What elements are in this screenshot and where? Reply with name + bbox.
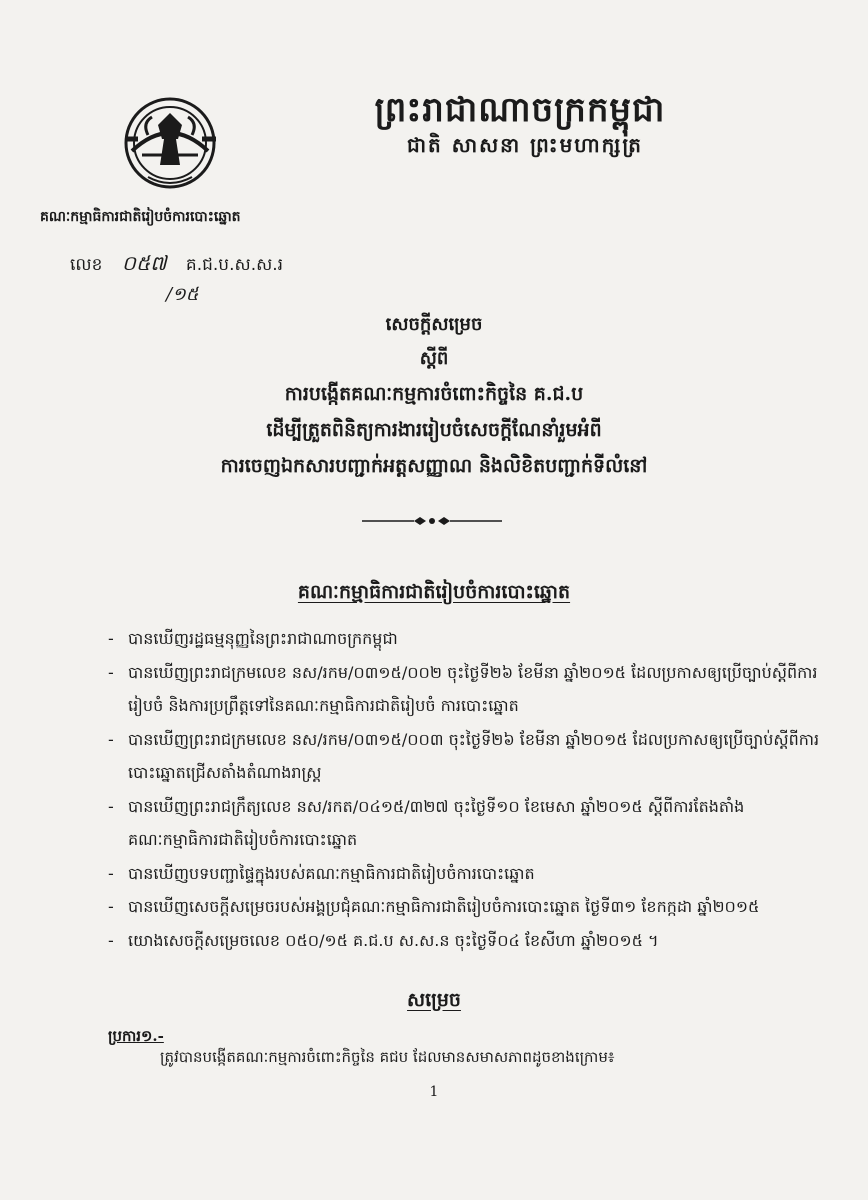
- clause-text: បានឃើញព្រះរាជក្រមលេខ នស/រកម/០៣១៥/០០២ ចុះថ្ងៃទី២៦ ខែមីនា ឆ្នាំ២០១៥ ដែលប្រកាសឲ្យប្រើច្បាប់ស្តីពីការរៀបចំ និងការប្រព្រឹត្តទៅនៃគណៈកម្មាធិការជាតិរៀបចំ ការបោះឆ្នោត: [128, 662, 818, 715]
- page-number: 1: [429, 1084, 439, 1100]
- decision-subject-line-1: ការបង្កើតគណៈកម្មការចំពោះកិច្ចនៃ គ.ជ.ប: [284, 383, 584, 405]
- decision-title: សេចក្តីសម្រេច: [385, 314, 483, 335]
- decision-about: ស្តីពី: [419, 348, 449, 369]
- ornamental-divider: [362, 514, 502, 528]
- clause-text: បានឃើញបទបញ្ជាផ្ទៃក្នុងរបស់គណៈកម្មាធិការជាតិរៀបចំការបោះឆ្នោត: [128, 863, 535, 883]
- clause-text: បានឃើញព្រះរាជក្រមលេខ នស/រកម/០៣១៥/០០៣ ចុះថ្ងៃទី២៦ ខែមីនា ឆ្នាំ២០១៥ ដែលប្រកាសឲ្យប្រើច្បាប់ស្តីពីការបោះឆ្នោតជ្រើសតាំងតំណាងរាស្ត្រ: [128, 729, 820, 782]
- preamble-clauses: [108, 622, 820, 957]
- reference-year: /១៥: [166, 284, 199, 305]
- agency-name: គណៈកម្មាធិការជាតិរៀបចំការបោះឆ្នោត: [40, 209, 241, 225]
- clause-text: បានឃើញព្រះរាជក្រឹត្យលេខ នស/រកត/០៤១៥/៣២៧ ចុះថ្ងៃទី១០ ខែមេសា ឆ្នាំ២០១៥ ស្តីពីការតែងតាំងគណៈកម្មាធិការជាតិរៀបចំការបោះឆ្នោត: [128, 796, 745, 849]
- clause-text: បានឃើញរដ្ឋធម្មនុញ្ញនៃព្រះរាជាណាចក្រកម្ពុជា: [128, 629, 398, 648]
- committee-heading: គណៈកម្មាធិការជាតិរៀបចំការបោះឆ្នោត: [297, 581, 571, 603]
- kingdom-title: ព្រះរាជាណាចក្រកម្ពុជា: [374, 90, 666, 130]
- clause-item: - បានឃើញព្រះរាជក្រមលេខ នស/រកម/០៣១៥/០០៣ ចុះថ្ងៃទី២៦ ខែមីនា ឆ្នាំ២០១៥ ដែលប្រកាសឲ្យប្រើច្បាប់ស្តីពីការបោះឆ្នោតជ្រើសតាំងតំណាងរាស្ត្រ: [108, 723, 820, 790]
- decision-subject-line-2: ដើម្បីត្រួតពិនិត្យការងាររៀបចំសេចក្តីណែនាំរួមអំពី: [266, 419, 602, 441]
- clause-item: - យោងសេចក្តីសម្រេចលេខ ០៥០/១៥ គ.ជ.ប ស.ស.ន ចុះថ្ងៃទី០៤ ខែសីហា ឆ្នាំ២០១៥ ។: [108, 924, 820, 958]
- clause-item: - បានឃើញសេចក្តីសម្រេចរបស់អង្គប្រជុំគណៈកម្មាធិការជាតិរៀបចំការបោះឆ្នោត ថ្ងៃទី៣១ ខែកក្កដា ឆ្នាំ២០១៥: [108, 890, 820, 924]
- nec-emblem-icon: [118, 95, 224, 195]
- decision-heading: សម្រេច: [407, 989, 461, 1011]
- clause-text: យោងសេចក្តីសម្រេចលេខ ០៥០/១៥ គ.ជ.ប ស.ស.ន ចុះថ្ងៃទី០៤ ខែសីហា ឆ្នាំ២០១៥ ។: [128, 930, 659, 950]
- reference-value: ០៥៧: [121, 251, 167, 275]
- reference-label: លេខ: [70, 255, 103, 275]
- reference-number: [70, 250, 283, 280]
- clause-item: - បានឃើញរដ្ឋធម្មនុញ្ញនៃព្រះរាជាណាចក្រកម្ពុជា: [108, 622, 820, 656]
- decision-subject-line-3: ការចេញឯកសារបញ្ជាក់អត្តសញ្ញាណ និងលិខិតបញ្ជាក់ទីលំនៅ: [220, 455, 648, 477]
- article-label: ប្រការ១.-: [108, 1027, 164, 1045]
- national-motto: ជាតិ សាសនា ព្រះមហាក្សត្រ: [407, 133, 643, 157]
- clause-text: បានឃើញសេចក្តីសម្រេចរបស់អង្គប្រជុំគណៈកម្មាធិការជាតិរៀបចំការបោះឆ្នោត ថ្ងៃទី៣១ ខែកក្កដា ឆ្នាំ២០១៥: [128, 897, 760, 916]
- reference-code: គ.ជ.ប.ស.ស.រ: [185, 255, 284, 275]
- clause-item: - បានឃើញបទបញ្ជាផ្ទៃក្នុងរបស់គណៈកម្មាធិការជាតិរៀបចំការបោះឆ្នោត: [108, 857, 820, 891]
- article-text: ត្រូវបានបង្កើតគណៈកម្មការចំពោះកិច្ចនៃ គជប ដែលមានសមាសភាពដូចខាងក្រោម៖: [160, 1048, 615, 1066]
- clause-item: - បានឃើញព្រះរាជក្រឹត្យលេខ នស/រកត/០៤១៥/៣២៧ ចុះថ្ងៃទី១០ ខែមេសា ឆ្នាំ២០១៥ ស្តីពីការតែងតាំងគណៈកម្មាធិការជាតិរៀបចំការបោះឆ្នោត: [108, 790, 820, 857]
- clause-item: - បានឃើញព្រះរាជក្រមលេខ នស/រកម/០៣១៥/០០២ ចុះថ្ងៃទី២៦ ខែមីនា ឆ្នាំ២០១៥ ដែលប្រកាសឲ្យប្រើច្បាប់ស្តីពីការរៀបចំ និងការប្រព្រឹត្តទៅនៃគណៈកម្មាធិការជាតិរៀបចំ ការបោះឆ្នោត: [108, 656, 820, 723]
